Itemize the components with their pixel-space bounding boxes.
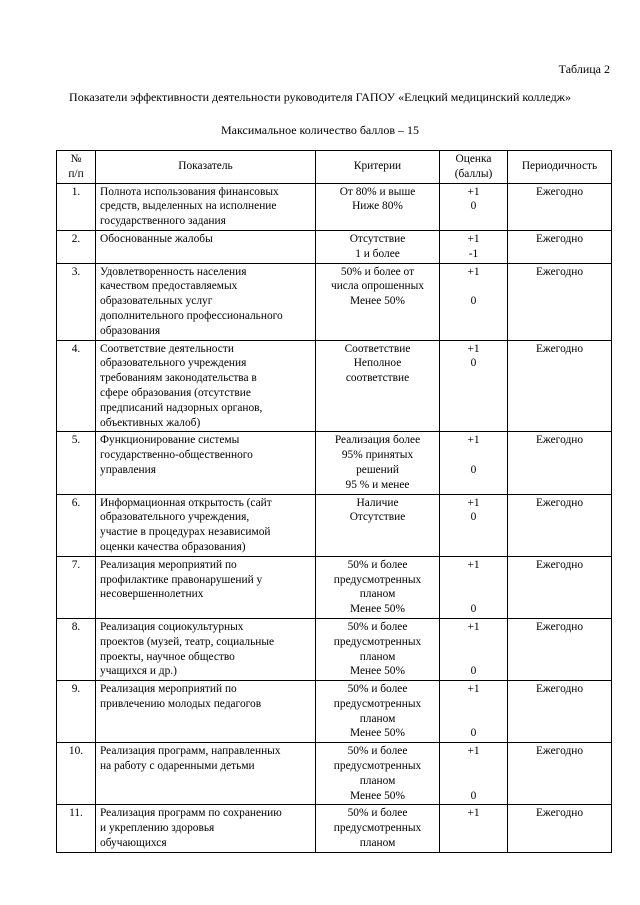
criteria-cell bbox=[316, 340, 440, 432]
criteria-line: Отсутствие bbox=[349, 232, 406, 245]
criteria-line: числа опрошенных bbox=[330, 280, 425, 293]
indicators-table bbox=[56, 150, 612, 853]
criteria-line: предусмотренных bbox=[333, 760, 422, 773]
score-value: +1 bbox=[467, 265, 480, 278]
period-cell: Ежегодно bbox=[508, 681, 612, 743]
indicator-line: образовательного учреждения, bbox=[100, 511, 250, 524]
score-value: 0 bbox=[470, 463, 477, 476]
period-cell: Ежегодно bbox=[508, 618, 612, 680]
criteria-line: 50% и более от bbox=[340, 265, 415, 278]
criteria-cell bbox=[316, 183, 440, 230]
criteria-line: 95 % и менее bbox=[345, 478, 410, 491]
score-cell bbox=[440, 556, 508, 618]
indicator-line: требованиям законодательства в bbox=[100, 372, 257, 385]
indicator-line: государственного задания bbox=[100, 215, 226, 228]
indicator-line: управления bbox=[100, 463, 156, 476]
criteria-line: предусмотренных bbox=[333, 822, 422, 835]
row-number: 8. bbox=[57, 618, 96, 680]
indicator-line: качеством предоставляемых bbox=[100, 280, 238, 293]
score-cell bbox=[440, 618, 508, 680]
indicator-line: несовершеннолетних bbox=[100, 588, 204, 601]
score-value bbox=[444, 774, 503, 789]
criteria-line: решений bbox=[356, 463, 399, 476]
score-value: +1 bbox=[467, 683, 480, 696]
indicator-line: Реализация программ, направленных bbox=[100, 745, 281, 758]
indicator-line: образования bbox=[100, 324, 161, 337]
criteria-line: предусмотренных bbox=[333, 573, 422, 586]
criteria-line: 1 и более bbox=[355, 247, 400, 260]
score-cell bbox=[440, 183, 508, 230]
row-number: 4. bbox=[57, 340, 96, 432]
score-value: +1 bbox=[467, 232, 480, 245]
table-body bbox=[57, 183, 612, 852]
indicator-cell bbox=[96, 556, 316, 618]
score-value bbox=[444, 712, 503, 727]
score-value bbox=[444, 587, 503, 602]
indicator-line: обучающихся bbox=[100, 837, 167, 850]
table-row bbox=[57, 743, 612, 805]
header-period: Периодичность bbox=[508, 151, 612, 184]
score-value: 0 bbox=[470, 511, 477, 524]
score-value: +1 bbox=[467, 620, 480, 633]
period-cell: Ежегодно bbox=[508, 743, 612, 805]
score-value: 0 bbox=[470, 603, 477, 616]
indicator-line: Информационная открытость (сайт bbox=[100, 496, 272, 509]
score-value bbox=[444, 448, 503, 463]
table-row bbox=[57, 681, 612, 743]
score-value: 0 bbox=[470, 789, 477, 802]
criteria-line: 95% принятых bbox=[341, 449, 414, 462]
criteria-cell bbox=[316, 805, 440, 852]
criteria-line: Неполное bbox=[353, 357, 402, 370]
row-number: 1. bbox=[57, 183, 96, 230]
score-cell bbox=[440, 743, 508, 805]
indicator-line: образовательного учреждения bbox=[100, 357, 247, 370]
indicator-line: проектов (музей, театр, социальные bbox=[100, 635, 275, 648]
criteria-line: 50% и более bbox=[347, 620, 408, 633]
table-row bbox=[57, 432, 612, 494]
max-score-text: Максимальное количество баллов – 15 bbox=[220, 123, 420, 137]
score-cell bbox=[440, 681, 508, 743]
indicator-line: на работу с одаренными детьми bbox=[100, 760, 255, 773]
indicator-cell bbox=[96, 805, 316, 852]
table-row bbox=[57, 340, 612, 432]
score-value: -1 bbox=[468, 247, 479, 260]
document-title: Показатели эффективности деятельности руководителя ГАПОУ «Елецкий медицинский колледж» bbox=[69, 90, 571, 104]
table-row bbox=[57, 556, 612, 618]
period-cell: Ежегодно bbox=[508, 263, 612, 340]
score-value: +1 bbox=[467, 807, 480, 820]
criteria-line: Реализация более bbox=[334, 434, 421, 447]
indicator-line: дополнительного профессионального bbox=[100, 309, 283, 322]
row-number: 7. bbox=[57, 556, 96, 618]
indicator-line: объективных жалоб) bbox=[100, 416, 201, 429]
score-value bbox=[444, 697, 503, 712]
score-value bbox=[444, 635, 503, 650]
indicator-cell bbox=[96, 681, 316, 743]
indicator-line: Реализация социокультурных bbox=[100, 620, 244, 633]
score-value: 0 bbox=[470, 665, 477, 678]
criteria-line: планом bbox=[359, 837, 396, 850]
indicator-line: Функционирование системы bbox=[100, 434, 240, 447]
table-row bbox=[57, 230, 612, 263]
indicator-line: средств, выделенных на исполнение bbox=[100, 200, 277, 213]
indicator-cell bbox=[96, 494, 316, 556]
criteria-line: Отсутствие bbox=[349, 511, 406, 524]
indicator-line: Полнота использования финансовых bbox=[100, 185, 279, 198]
indicator-line: проекты, научное общество bbox=[100, 650, 235, 663]
indicator-cell bbox=[96, 263, 316, 340]
score-value: +1 bbox=[467, 342, 480, 355]
row-number: 11. bbox=[57, 805, 96, 852]
score-cell bbox=[440, 432, 508, 494]
criteria-line: предусмотренных bbox=[333, 635, 422, 648]
header-score: Оценка (баллы) bbox=[440, 151, 508, 184]
row-number: 3. bbox=[57, 263, 96, 340]
criteria-line: 50% и более bbox=[347, 807, 408, 820]
criteria-cell bbox=[316, 743, 440, 805]
row-number: 6. bbox=[57, 494, 96, 556]
period-cell: Ежегодно bbox=[508, 183, 612, 230]
score-cell bbox=[440, 340, 508, 432]
score-value bbox=[444, 650, 503, 665]
criteria-line: Менее 50% bbox=[350, 727, 405, 740]
criteria-cell bbox=[316, 263, 440, 340]
period-cell: Ежегодно bbox=[508, 432, 612, 494]
score-cell bbox=[440, 494, 508, 556]
indicator-line: учащихся и др.) bbox=[100, 665, 177, 678]
criteria-line: предусмотренных bbox=[333, 697, 422, 710]
table-row bbox=[57, 618, 612, 680]
table-row bbox=[57, 494, 612, 556]
header-num: № п/п bbox=[57, 151, 96, 184]
score-value: 0 bbox=[470, 200, 477, 213]
criteria-line: Ниже 80% bbox=[352, 200, 403, 213]
criteria-cell bbox=[316, 432, 440, 494]
criteria-line: От 80% и выше bbox=[339, 185, 416, 198]
criteria-line: Менее 50% bbox=[350, 295, 405, 308]
period-cell: Ежегодно bbox=[508, 340, 612, 432]
score-value bbox=[444, 279, 503, 294]
indicator-cell bbox=[96, 183, 316, 230]
row-number: 10. bbox=[57, 743, 96, 805]
table-header-row bbox=[57, 151, 612, 184]
period-cell: Ежегодно bbox=[508, 556, 612, 618]
criteria-cell bbox=[316, 230, 440, 263]
criteria-line: Соответствие bbox=[344, 342, 411, 355]
table-row bbox=[57, 183, 612, 230]
row-number: 9. bbox=[57, 681, 96, 743]
indicator-line: Реализация мероприятий по bbox=[100, 558, 237, 571]
criteria-line: Менее 50% bbox=[350, 665, 405, 678]
indicator-line: Удовлетворенность населения bbox=[100, 265, 247, 278]
indicator-cell bbox=[96, 743, 316, 805]
indicator-line: и укреплению здоровья bbox=[100, 822, 215, 835]
criteria-line: Менее 50% bbox=[350, 603, 405, 616]
indicator-line: предписаний надзорных органов, bbox=[100, 401, 263, 414]
criteria-line: Менее 50% bbox=[350, 789, 405, 802]
indicator-line: Соответствие деятельности bbox=[100, 342, 234, 355]
period-cell: Ежегодно bbox=[508, 230, 612, 263]
indicator-line: привлечению молодых педагогов bbox=[100, 697, 262, 710]
criteria-cell bbox=[316, 618, 440, 680]
criteria-cell bbox=[316, 681, 440, 743]
criteria-cell bbox=[316, 556, 440, 618]
score-value: 0 bbox=[470, 295, 477, 308]
criteria-line: Наличие bbox=[356, 496, 399, 509]
score-value bbox=[444, 573, 503, 588]
indicator-line: Обоснованные жалобы bbox=[100, 232, 213, 245]
header-criteria: Критерии bbox=[316, 151, 440, 184]
table-row bbox=[57, 263, 612, 340]
table-label: Таблица 2 bbox=[558, 62, 610, 76]
score-value bbox=[444, 759, 503, 774]
criteria-line: планом bbox=[359, 650, 396, 663]
row-number: 5. bbox=[57, 432, 96, 494]
indicator-line: Реализация программ по сохранению bbox=[100, 807, 282, 820]
criteria-line: соответствие bbox=[345, 372, 410, 385]
score-cell bbox=[440, 230, 508, 263]
row-number: 2. bbox=[57, 230, 96, 263]
period-cell: Ежегодно bbox=[508, 494, 612, 556]
score-value: +1 bbox=[467, 185, 480, 198]
header-indicator: Показатель bbox=[96, 151, 316, 184]
table-row bbox=[57, 805, 612, 852]
criteria-line: 50% и более bbox=[347, 683, 408, 696]
indicator-line: оценки качества образования) bbox=[100, 540, 246, 553]
indicator-cell bbox=[96, 618, 316, 680]
score-value: +1 bbox=[467, 434, 480, 447]
period-cell: Ежегодно bbox=[508, 805, 612, 852]
criteria-line: планом bbox=[359, 712, 396, 725]
indicator-cell bbox=[96, 340, 316, 432]
score-cell bbox=[440, 263, 508, 340]
score-value: 0 bbox=[470, 727, 477, 740]
indicator-line: государственно-общественного bbox=[100, 449, 253, 462]
indicator-line: профилактике правонарушений у bbox=[100, 573, 263, 586]
score-value: +1 bbox=[467, 496, 480, 509]
score-value: +1 bbox=[467, 745, 480, 758]
score-value: +1 bbox=[467, 558, 480, 571]
indicator-cell bbox=[96, 432, 316, 494]
criteria-line: планом bbox=[359, 588, 396, 601]
criteria-line: 50% и более bbox=[347, 745, 408, 758]
criteria-line: 50% и более bbox=[347, 558, 408, 571]
criteria-cell bbox=[316, 494, 440, 556]
indicator-line: участие в процедурах независимой bbox=[100, 526, 271, 539]
criteria-line: планом bbox=[359, 774, 396, 787]
score-value: 0 bbox=[470, 357, 477, 370]
indicator-cell bbox=[96, 230, 316, 263]
indicator-line: образовательных услуг bbox=[100, 295, 213, 308]
indicator-line: сфере образования (отсутствие bbox=[100, 386, 251, 399]
score-cell bbox=[440, 805, 508, 852]
indicator-line: Реализация мероприятий по bbox=[100, 683, 237, 696]
